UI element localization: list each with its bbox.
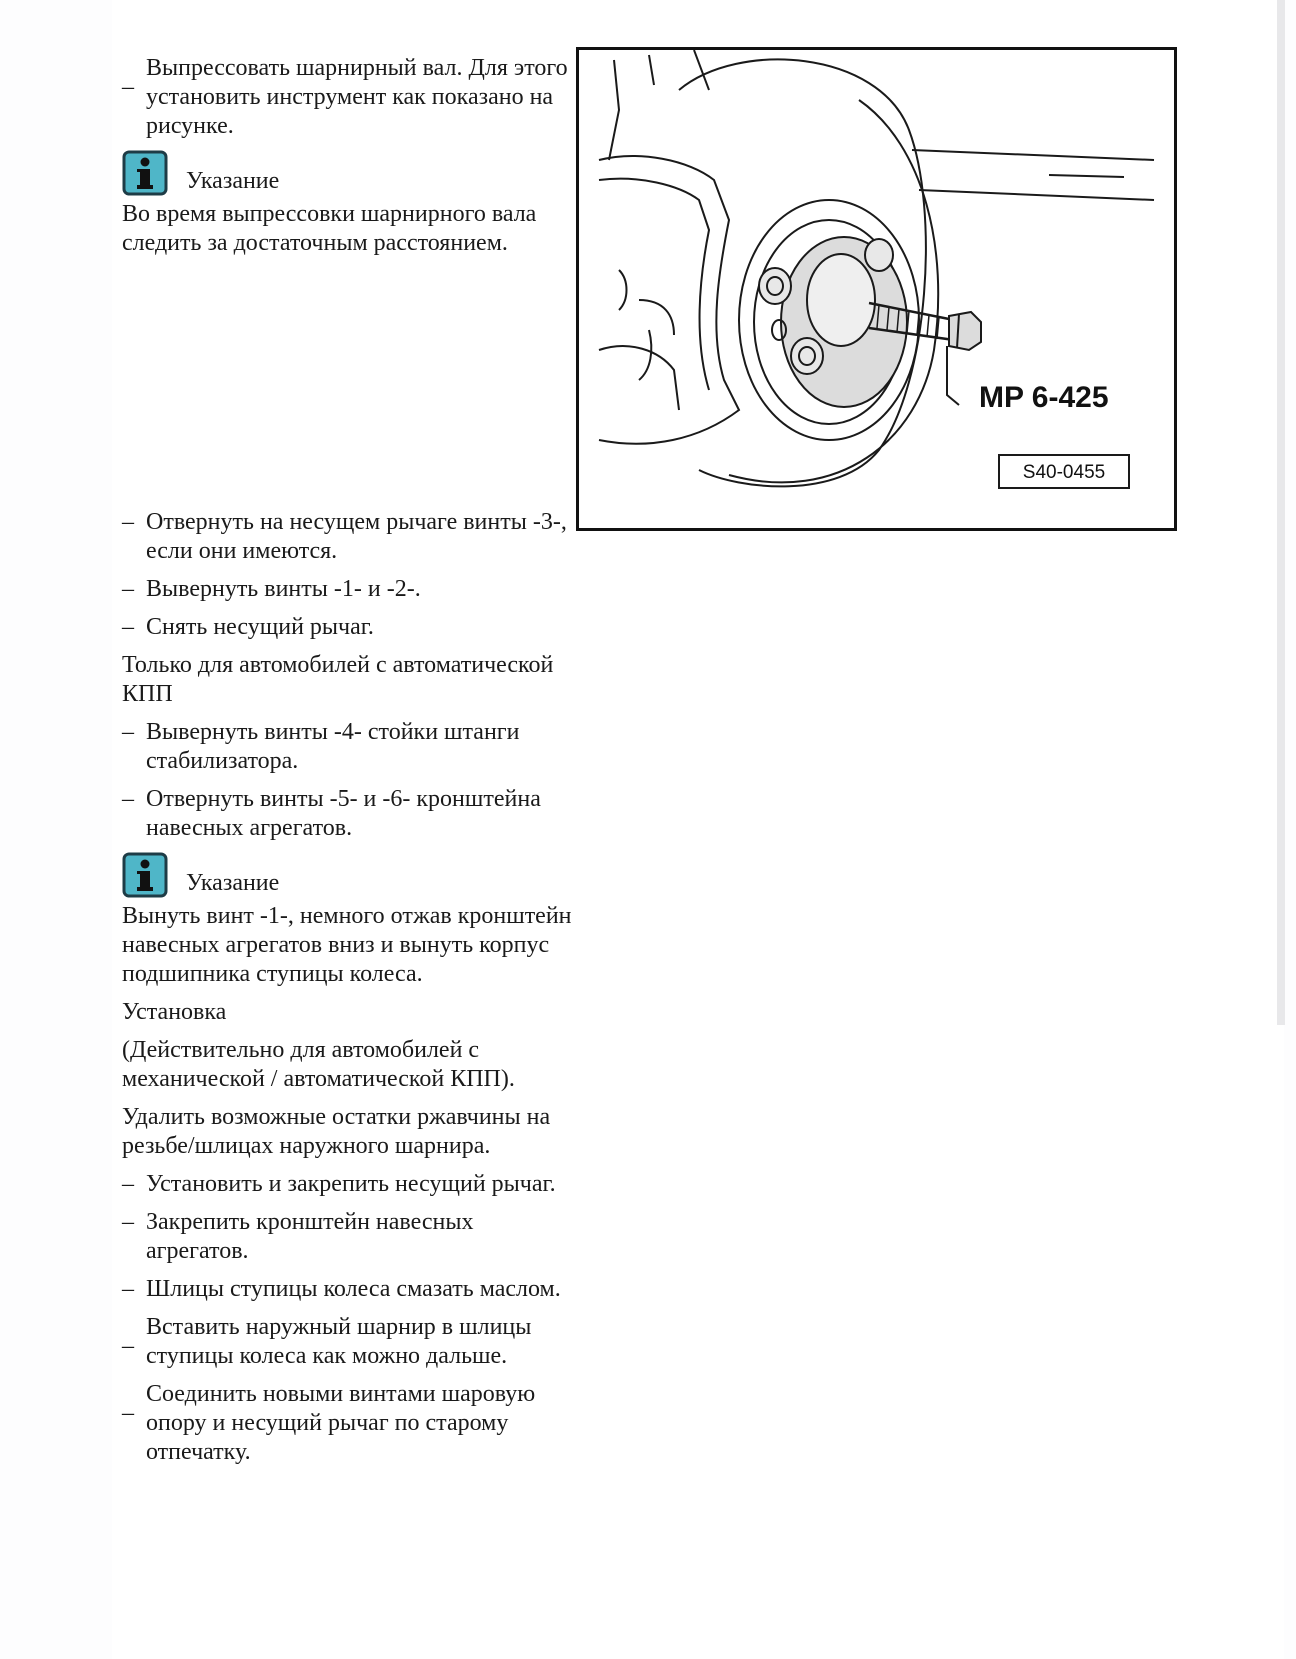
step-remove-bolts-1-2 xyxy=(122,575,572,604)
step-insert-outer-joint xyxy=(122,1313,572,1371)
step-text: Вывернуть винты -4- стойки штанги стабилизатора. xyxy=(146,719,520,774)
step-remove-control-arm xyxy=(122,613,572,642)
figure-code: S40-0455 xyxy=(1022,462,1106,483)
step-text: Закрепить кронштейн навесных агрегатов. xyxy=(146,1209,474,1264)
scrollbar[interactable] xyxy=(1277,0,1285,1025)
step-press-out-shaft xyxy=(122,54,572,141)
list-dash: – xyxy=(122,1171,134,1197)
rust-note: Удалить возможные остатки ржавчины на резьбе/шлицах наружного шарнира. xyxy=(122,1104,551,1159)
step-text: Установить и закрепить несущий рычаг. xyxy=(146,1171,556,1197)
note-heading-label: Указание xyxy=(186,870,280,896)
info-icon xyxy=(122,150,168,196)
spacer xyxy=(122,267,572,508)
step-text: Снять несущий рычаг. xyxy=(146,614,374,640)
auto-gearbox-only: Только для автомобилей с автоматической КПП xyxy=(122,652,554,707)
list-dash: _ xyxy=(122,1392,134,1418)
note-text-2: Вынуть винт -1-, немного отжав кронштейн навесных агрегатов вниз и вынуть корпус подшипника ступицы колеса. xyxy=(122,903,572,987)
note-heading-label: Указание xyxy=(186,168,280,194)
list-dash: – xyxy=(122,786,134,812)
step-fix-bracket xyxy=(122,1208,572,1266)
step-oil-splines xyxy=(122,1275,572,1304)
hub-puller-figure xyxy=(576,47,1177,531)
step-stabilizer-bolts xyxy=(122,718,572,776)
tool-label: MP 6-425 xyxy=(979,381,1109,414)
list-dash: – xyxy=(122,1276,134,1302)
list-dash: – xyxy=(122,509,134,535)
step-text: Отвернуть на несущем рычаге винты -3-, если они имеются. xyxy=(146,509,567,564)
step-text: Вывернуть винты -1- и -2-. xyxy=(146,576,421,602)
hub-drawing xyxy=(579,50,1174,528)
step-install-control-arm xyxy=(122,1170,572,1199)
step-text: Вставить наружный шарнир в шлицы ступицы колеса как можно дальше. xyxy=(146,1314,532,1369)
list-dash: – xyxy=(122,614,134,640)
list-dash: _ xyxy=(122,1325,134,1351)
note-heading-2 xyxy=(122,852,572,898)
list-dash: _ xyxy=(122,66,134,92)
text-column xyxy=(122,54,572,1476)
step-bracket-bolts xyxy=(122,785,572,843)
step-text: Выпрессовать шарнирный вал. Для этого установить инструмент как показано на рисунке. xyxy=(146,55,568,139)
step-connect-ball-joint xyxy=(122,1380,572,1467)
step-text: Соединить новыми винтами шаровую опору и несущий рычаг по старому отпечатку. xyxy=(146,1381,536,1465)
list-dash: – xyxy=(122,719,134,745)
step-text: Отвернуть винты -5- и -6- кронштейна навесных агрегатов. xyxy=(146,786,541,841)
install-scope: (Действительно для автомобилей с механической / автоматической КПП). xyxy=(122,1037,515,1092)
step-text: Шлицы ступицы колеса смазать маслом. xyxy=(146,1276,561,1302)
list-dash: – xyxy=(122,576,134,602)
note-heading-1 xyxy=(122,150,572,196)
info-icon xyxy=(122,852,168,898)
note-text-1: Во время выпрессовки шарнирного вала следить за достаточным расстоянием. xyxy=(122,201,537,256)
step-unscrew-bolts-3 xyxy=(122,508,572,566)
list-dash: – xyxy=(122,1209,134,1235)
install-heading: Установка xyxy=(122,999,227,1025)
